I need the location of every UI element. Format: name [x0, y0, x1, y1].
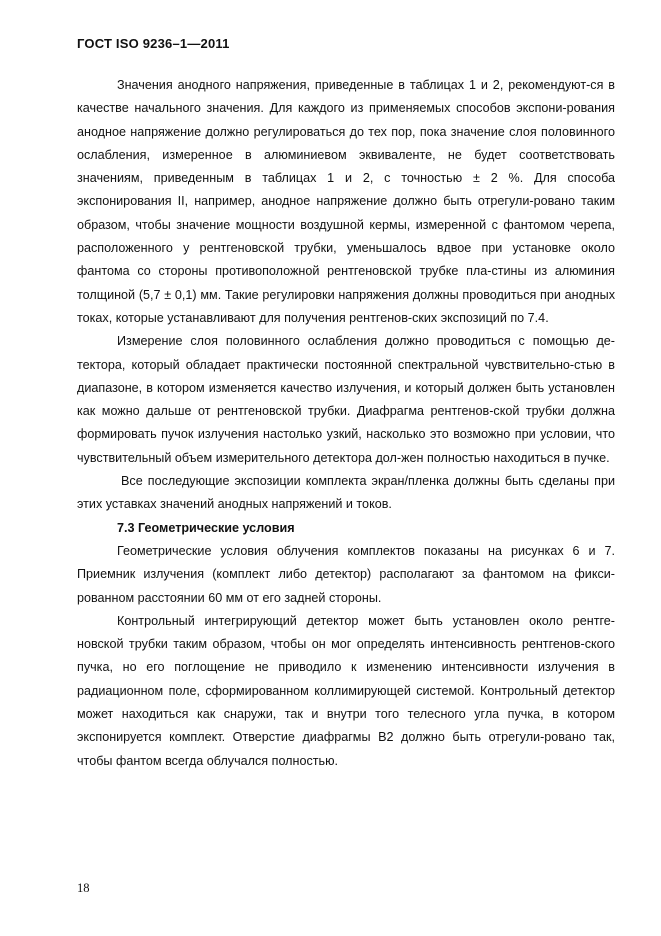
- section-heading-geometric-conditions: 7.3 Геометрические условия: [117, 520, 295, 535]
- paragraph-anode-voltage: Значения анодного напряжения, приведенные в таблицах 1 и 2, рекомендуют-ся в качестве начального значения. Для каждого из применяемых способов экспони-рования анодное напряжение должно регулироваться до тех пор, пока значение слоя половинного ослабления, измеренное в алюминиевом эквиваленте, не будет соответствовать значениям, приведенным в таблицах 1 и 2, с точностью ± 2 %. Для способа экспонирования II, например, анодное напряжение должно быть отрегули-ровано таким образом, чтобы значение мощности воздушной кермы, измеренной с фантомом черепа, расположенного у рентгеновской трубки, уменьшалось вдвое при установке около фантома со стороны противоположной рентгеновской трубке пла-стины из алюминия толщиной (5,7 ± 0,1) мм. Такие регулировки напряжения должны проводиться при анодных токах, которые устанавливают для получения рентгенов-ских экспозиций по 7.4.: [77, 78, 615, 325]
- paragraph-geometric-conditions: Геометрические условия облучения комплектов показаны на рисунках 6 и 7. Приемник излучения (комплект либо детектор) располагают за фантомом на фикси-рованном расстоянии 60 мм от его задней стороны.: [77, 543, 615, 605]
- document-body: [77, 74, 615, 773]
- document-header-standard-id: ГОСТ ISO 9236–1—2011: [77, 36, 230, 51]
- paragraph-half-value-layer: Измерение слоя половинного ослабления должно проводиться с помощью де-тектора, который обладает практически постоянной спектральной чувствительно-стью в диапазоне, в котором изменяется качество излучения, и который должен быть установлен как можно дальше от рентгеновской трубки. Диафрагма рентгенов-ской трубки должна формировать пучок излучения настолько узкий, насколько это возможно при условии, что чувствительный объем измерительного детектора дол-жен полностью находиться в пучке.: [77, 334, 615, 465]
- paragraph-control-detector: Контрольный интегрирующий детектор может быть установлен около рентге-новской трубки таким образом, чтобы он мог определять интенсивность рентгенов-ского пучка, но его поглощение не приводило к изменению интенсивности излучения в радиационном поле, сформированном коллимирующей системой. Контрольный детектор может находиться как снаружи, так и внутри того телесного угла пучка, в котором экспонируется комплект. Отверстие диафрагмы В2 должно быть отрегули-ровано так, чтобы фантом всегда облучался полностью.: [77, 613, 615, 768]
- page-number: 18: [77, 881, 90, 895]
- paragraph-subsequent-exposures: Все последующие экспозиции комплекта экран/пленка должны быть сделаны при этих уставках значений анодных напряжений и токов.: [77, 474, 615, 512]
